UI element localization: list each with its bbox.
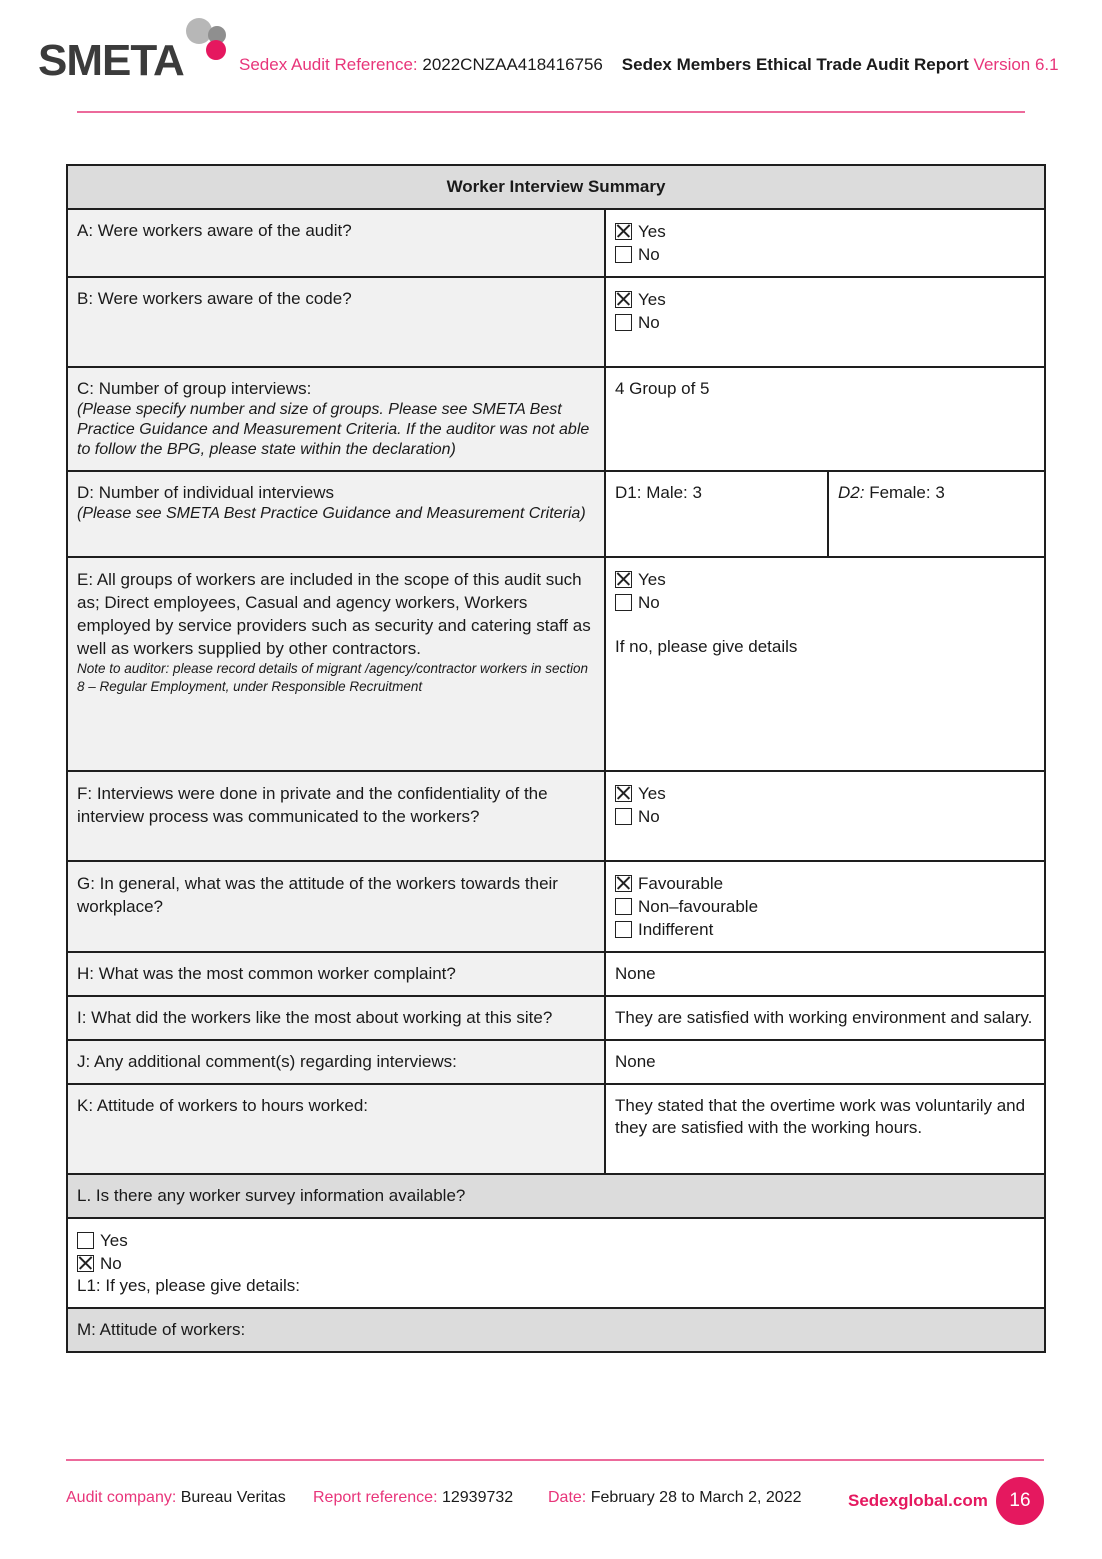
page-number: 16	[996, 1477, 1044, 1525]
question-e-note: Note to auditor: please record details of migrant /agency/contractor workers in section 8 – Regular Employment, under Responsible Recruitment	[77, 661, 589, 694]
checkbox-checked-icon[interactable]	[615, 785, 632, 802]
checkbox-icon[interactable]	[615, 921, 632, 938]
report-ref-value: 12939732	[441, 1489, 514, 1506]
answer-e	[605, 557, 1045, 771]
row-g	[67, 861, 1045, 952]
row-m	[67, 1308, 1045, 1352]
l1-label: L1: If yes, please give details:	[77, 1276, 301, 1295]
question-g: G: In general, what was the attitude of the workers towards their workplace?	[67, 861, 605, 952]
d2-value: Female: 3	[869, 483, 945, 502]
footer-company	[66, 1489, 286, 1507]
page-footer	[66, 1487, 1046, 1527]
checkbox-icon[interactable]	[77, 1232, 94, 1249]
footer-report-ref	[313, 1489, 513, 1507]
logo-dot-icon	[206, 40, 226, 60]
audit-ref-value: 2022CNZAA418416756	[422, 55, 603, 74]
page-header	[0, 0, 1102, 120]
table-title: Worker Interview Summary	[67, 165, 1045, 209]
row-d	[67, 471, 1045, 557]
question-h: H: What was the most common worker complaint?	[67, 952, 605, 996]
checkbox-checked-icon[interactable]	[77, 1255, 94, 1272]
option-label: Indifferent	[638, 919, 714, 939]
row-k	[67, 1084, 1045, 1174]
checkbox-checked-icon[interactable]	[615, 291, 632, 308]
answer-j: None	[605, 1040, 1045, 1084]
answer-e-details: If no, please give details	[615, 637, 798, 656]
option-label: Yes	[638, 221, 666, 241]
report-ref-label: Report reference:	[313, 1489, 438, 1506]
option-label: No	[638, 806, 660, 826]
report-title: Sedex Members Ethical Trade Audit Report	[621, 55, 969, 74]
question-i: I: What did the workers like the most about working at this site?	[67, 996, 605, 1040]
row-l-header	[67, 1174, 1045, 1218]
worker-interview-summary-table	[66, 164, 1046, 1353]
header-divider	[77, 111, 1025, 113]
date-label: Date:	[548, 1489, 587, 1506]
question-l: L. Is there any worker survey information available?	[67, 1174, 1045, 1218]
row-f	[67, 771, 1045, 861]
audit-ref-label: Sedex Audit Reference:	[239, 55, 418, 74]
option-label: Yes	[638, 569, 666, 589]
question-b: B: Were workers aware of the code?	[67, 277, 605, 367]
question-f: F: Interviews were done in private and the confidentiality of the interview process was communicated to the workers?	[67, 771, 605, 861]
smeta-logo	[38, 14, 228, 84]
checkbox-icon[interactable]	[615, 594, 632, 611]
question-m: M: Attitude of workers:	[67, 1308, 1045, 1352]
row-h	[67, 952, 1045, 996]
option-label: Yes	[100, 1230, 128, 1250]
option-label: No	[638, 312, 660, 332]
option-label: No	[100, 1253, 122, 1273]
date-value: February 28 to March 2, 2022	[590, 1489, 802, 1506]
question-d	[67, 471, 605, 557]
footer-date	[548, 1489, 801, 1507]
question-d-text: D: Number of individual interviews	[77, 483, 334, 502]
d1-value: Male: 3	[646, 483, 702, 502]
row-j	[67, 1040, 1045, 1084]
question-k: K: Attitude of workers to hours worked:	[67, 1084, 605, 1174]
report-version: Version 6.1	[973, 55, 1059, 74]
question-c	[67, 367, 605, 471]
row-l-answer	[67, 1218, 1045, 1308]
row-c	[67, 367, 1045, 471]
company-label: Audit company:	[66, 1489, 177, 1506]
checkbox-icon[interactable]	[615, 898, 632, 915]
answer-d1	[605, 471, 828, 557]
option-label: Yes	[638, 783, 666, 803]
answer-f	[605, 771, 1045, 861]
table-title-row	[67, 165, 1045, 209]
option-label: Non–favourable	[638, 896, 759, 916]
question-j: J: Any additional comment(s) regarding interviews:	[67, 1040, 605, 1084]
question-e-text: E: All groups of workers are included in the scope of this audit such as; Direct employees, Casual and agency workers, Workers employed by service providers such as security and catering staff as well as workers supplied by other contractors.	[77, 570, 591, 658]
d1-label: D1:	[615, 483, 642, 502]
logo-text: SMETA	[38, 36, 184, 85]
sedex-site-link[interactable]: Sedexglobal.com	[848, 1491, 988, 1510]
checkbox-checked-icon[interactable]	[615, 571, 632, 588]
d2-label: D2:	[838, 483, 865, 502]
footer-divider	[66, 1459, 1044, 1461]
question-a: A: Were workers aware of the audit?	[67, 209, 605, 277]
answer-h: None	[605, 952, 1045, 996]
header-line	[239, 55, 1059, 75]
answer-i: They are satisfied with working environment and salary.	[605, 996, 1045, 1040]
row-a	[67, 209, 1045, 277]
question-d-note: (Please see SMETA Best Practice Guidance and Measurement Criteria)	[77, 505, 586, 522]
question-c-text: C: Number of group interviews:	[77, 379, 312, 398]
company-value: Bureau Veritas	[180, 1489, 286, 1506]
row-i	[67, 996, 1045, 1040]
checkbox-checked-icon[interactable]	[615, 875, 632, 892]
answer-k: They stated that the overtime work was voluntarily and they are satisfied with the working hours.	[605, 1084, 1045, 1174]
question-c-note: (Please specify number and size of groups. Please see SMETA Best Practice Guidance and Measurement Criteria. If the auditor was not able to follow the BPG, please state within the declaration)	[77, 401, 590, 458]
answer-d2	[828, 471, 1045, 557]
answer-a	[605, 209, 1045, 277]
option-label: No	[638, 592, 660, 612]
checkbox-icon[interactable]	[615, 246, 632, 263]
checkbox-icon[interactable]	[615, 314, 632, 331]
answer-l	[67, 1218, 1045, 1308]
question-e	[67, 557, 605, 771]
checkbox-icon[interactable]	[615, 808, 632, 825]
row-b	[67, 277, 1045, 367]
option-label: No	[638, 244, 660, 264]
row-e	[67, 557, 1045, 771]
answer-c: 4 Group of 5	[605, 367, 1045, 471]
option-label: Favourable	[638, 873, 724, 893]
answer-b	[605, 277, 1045, 367]
answer-g	[605, 861, 1045, 952]
option-label: Yes	[638, 289, 666, 309]
checkbox-checked-icon[interactable]	[615, 223, 632, 240]
